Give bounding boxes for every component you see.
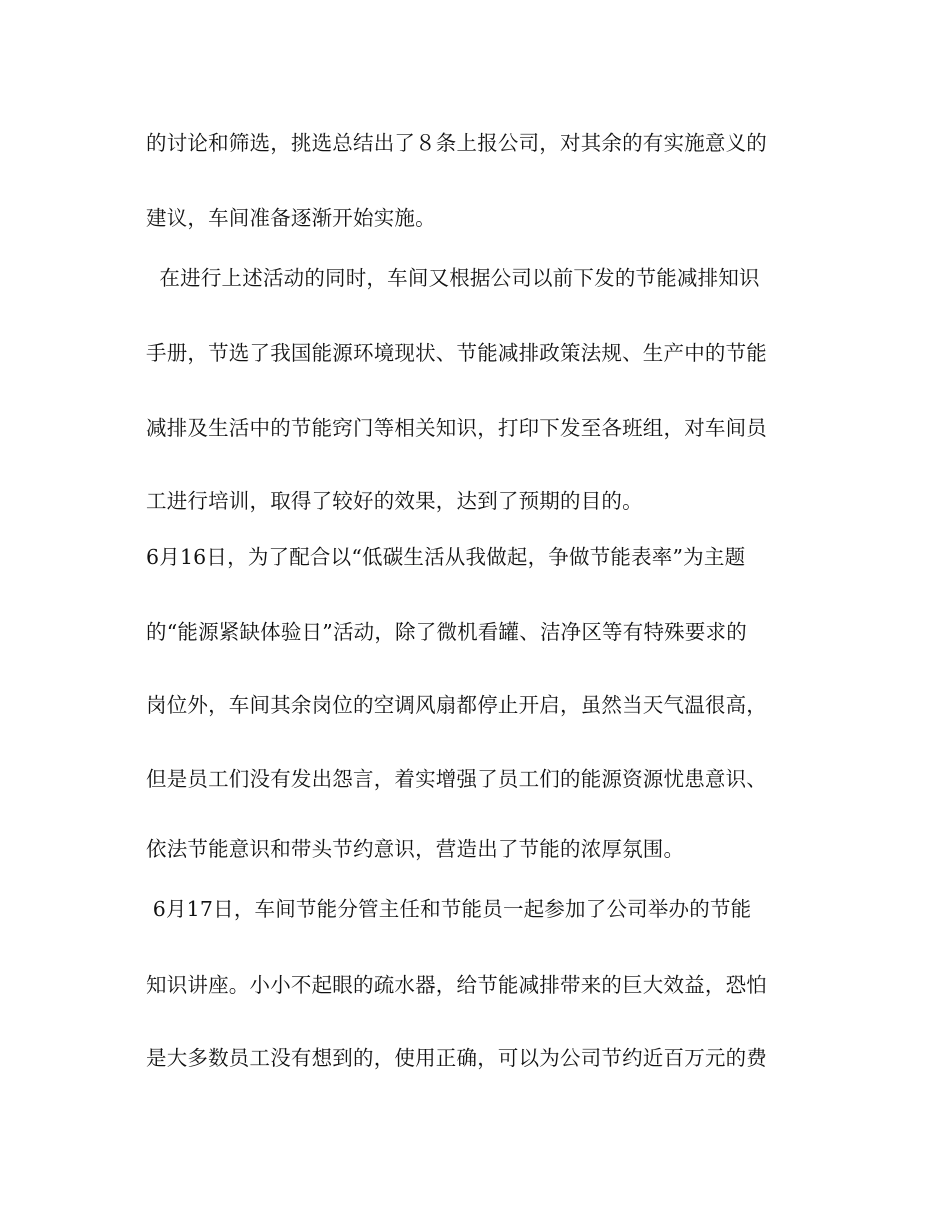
text-line: 的“能源紧缺体验日”活动，除了微机看罐、洁净区等有特殊要求的 [146,620,747,644]
text-line: 知识讲座。小小不起眼的疏水器，给节能减排带来的巨大效益，恐怕 [146,973,767,997]
text-line: 依法节能意识和带头节约意识，营造出了节能的浓厚氛围。 [146,837,685,861]
text-line: 6月17日，车间节能分管主任和节能员一起参加了公司举办的节能 [146,897,752,921]
text-line: 减排及生活中的节能窍门等相关知识，打印下发至各班组，对车间员 [146,416,767,440]
text-line: 工进行培训，取得了较好的效果，达到了预期的目的。 [146,489,643,513]
text-line: 在进行上述活动的同时，车间又根据公司以前下发的节能减排知识 [146,266,760,290]
text-line: 岗位外，车间其余岗位的空调风扇都停止开启，虽然当天气温很高， [146,693,767,717]
text-line: 6月16日，为了配合以“低碳生活从我做起，争做节能表率”为主题 [146,545,746,569]
text-line: 建议，车间准备逐渐开始实施。 [146,206,436,230]
text-line: 但是员工们没有发出怨言，着实增强了员工们的能源资源忧患意识、 [146,767,767,791]
text-line: 是大多数员工没有想到的，使用正确，可以为公司节约近百万元的费 [146,1046,767,1070]
text-line: 手册，节选了我国能源环境现状、节能减排政策法规、生产中的节能 [146,341,767,365]
text-line: 的讨论和筛选，挑选总结出了８条上报公司，对其余的有实施意义的 [146,131,767,155]
